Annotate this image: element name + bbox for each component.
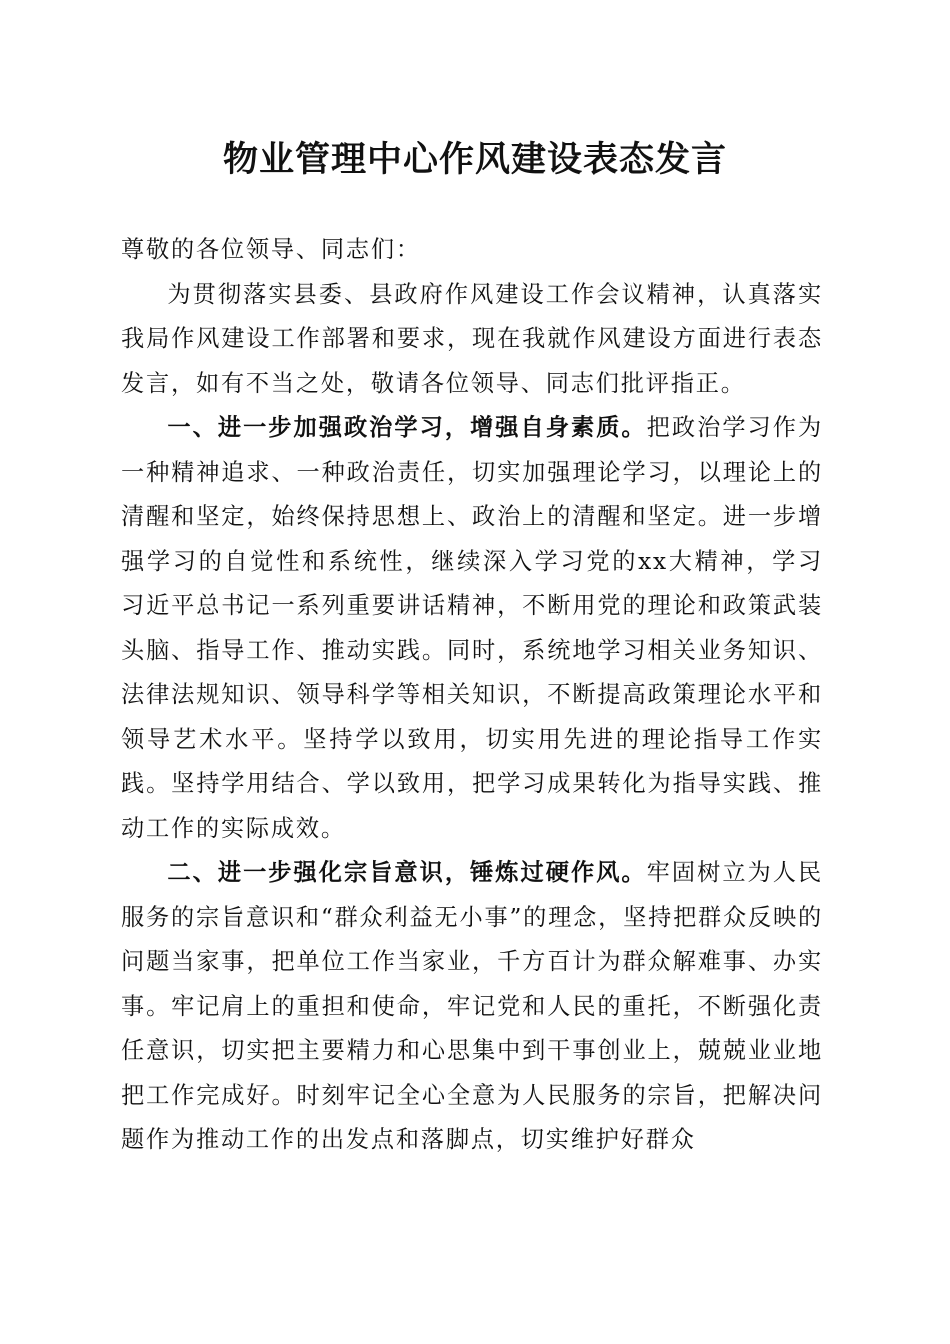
intro-paragraph: 为贯彻落实县委、县政府作风建设工作会议精神，认真落实我局作风建设工作部署和要求，现在我就作风建设方面进行表态发言，如有不当之处，敬请各位领导、同志们批评指正。 [121,280,823,397]
section-2-paragraph [121,851,823,1163]
document-title: 物业管理中心作风建设表态发言 [222,139,727,180]
section-1-body: 把政治学习作为一种精神追求、一种政治责任，切实加强理论学习，以理论上的清醒和坚定，始终保持思想上、政治上的清醒和坚定。进一步增强学习的自觉性和系统性，继续深入学习党的xx大精神，学习习近平总书记一系列重要讲话精神，不断用党的理论和政策武装头脑、指导工作、推动实践。同时，系统地学习相关业务知识、法律法规知识、领导科学等相关知识，不断提高政策理论水平和领导艺术水平。坚持学以致用，切实用先进的理论指导工作实践。坚持学用结合、学以致用，把学习成果转化为指导实践、推动工作的实际成效。 [121,414,823,842]
section-1-heading: 一、进一步加强政治学习，增强自身素质。 [167,414,647,441]
document-body [121,228,823,1163]
salutation: 尊敬的各位领导、同志们： [121,236,421,263]
section-1-paragraph [121,406,823,851]
section-2-heading: 二、进一步强化宗旨意识，锤炼过硬作风。 [167,859,647,886]
section-2-body: 牢固树立为人民服务的宗旨意识和“群众利益无小事”的理念，坚持把群众反映的问题当家事，把单位工作当家业，千方百计为群众解难事、办实事。牢记肩上的重担和使命，牢记党和人民的重托，不断强化责任意识，切实把主要精力和心思集中到干事创业上，兢兢业业地把工作完成好。时刻牢记全心全意为人民服务的宗旨，把解决问题作为推动工作的出发点和落脚点，切实维护好群众 [121,859,823,1153]
